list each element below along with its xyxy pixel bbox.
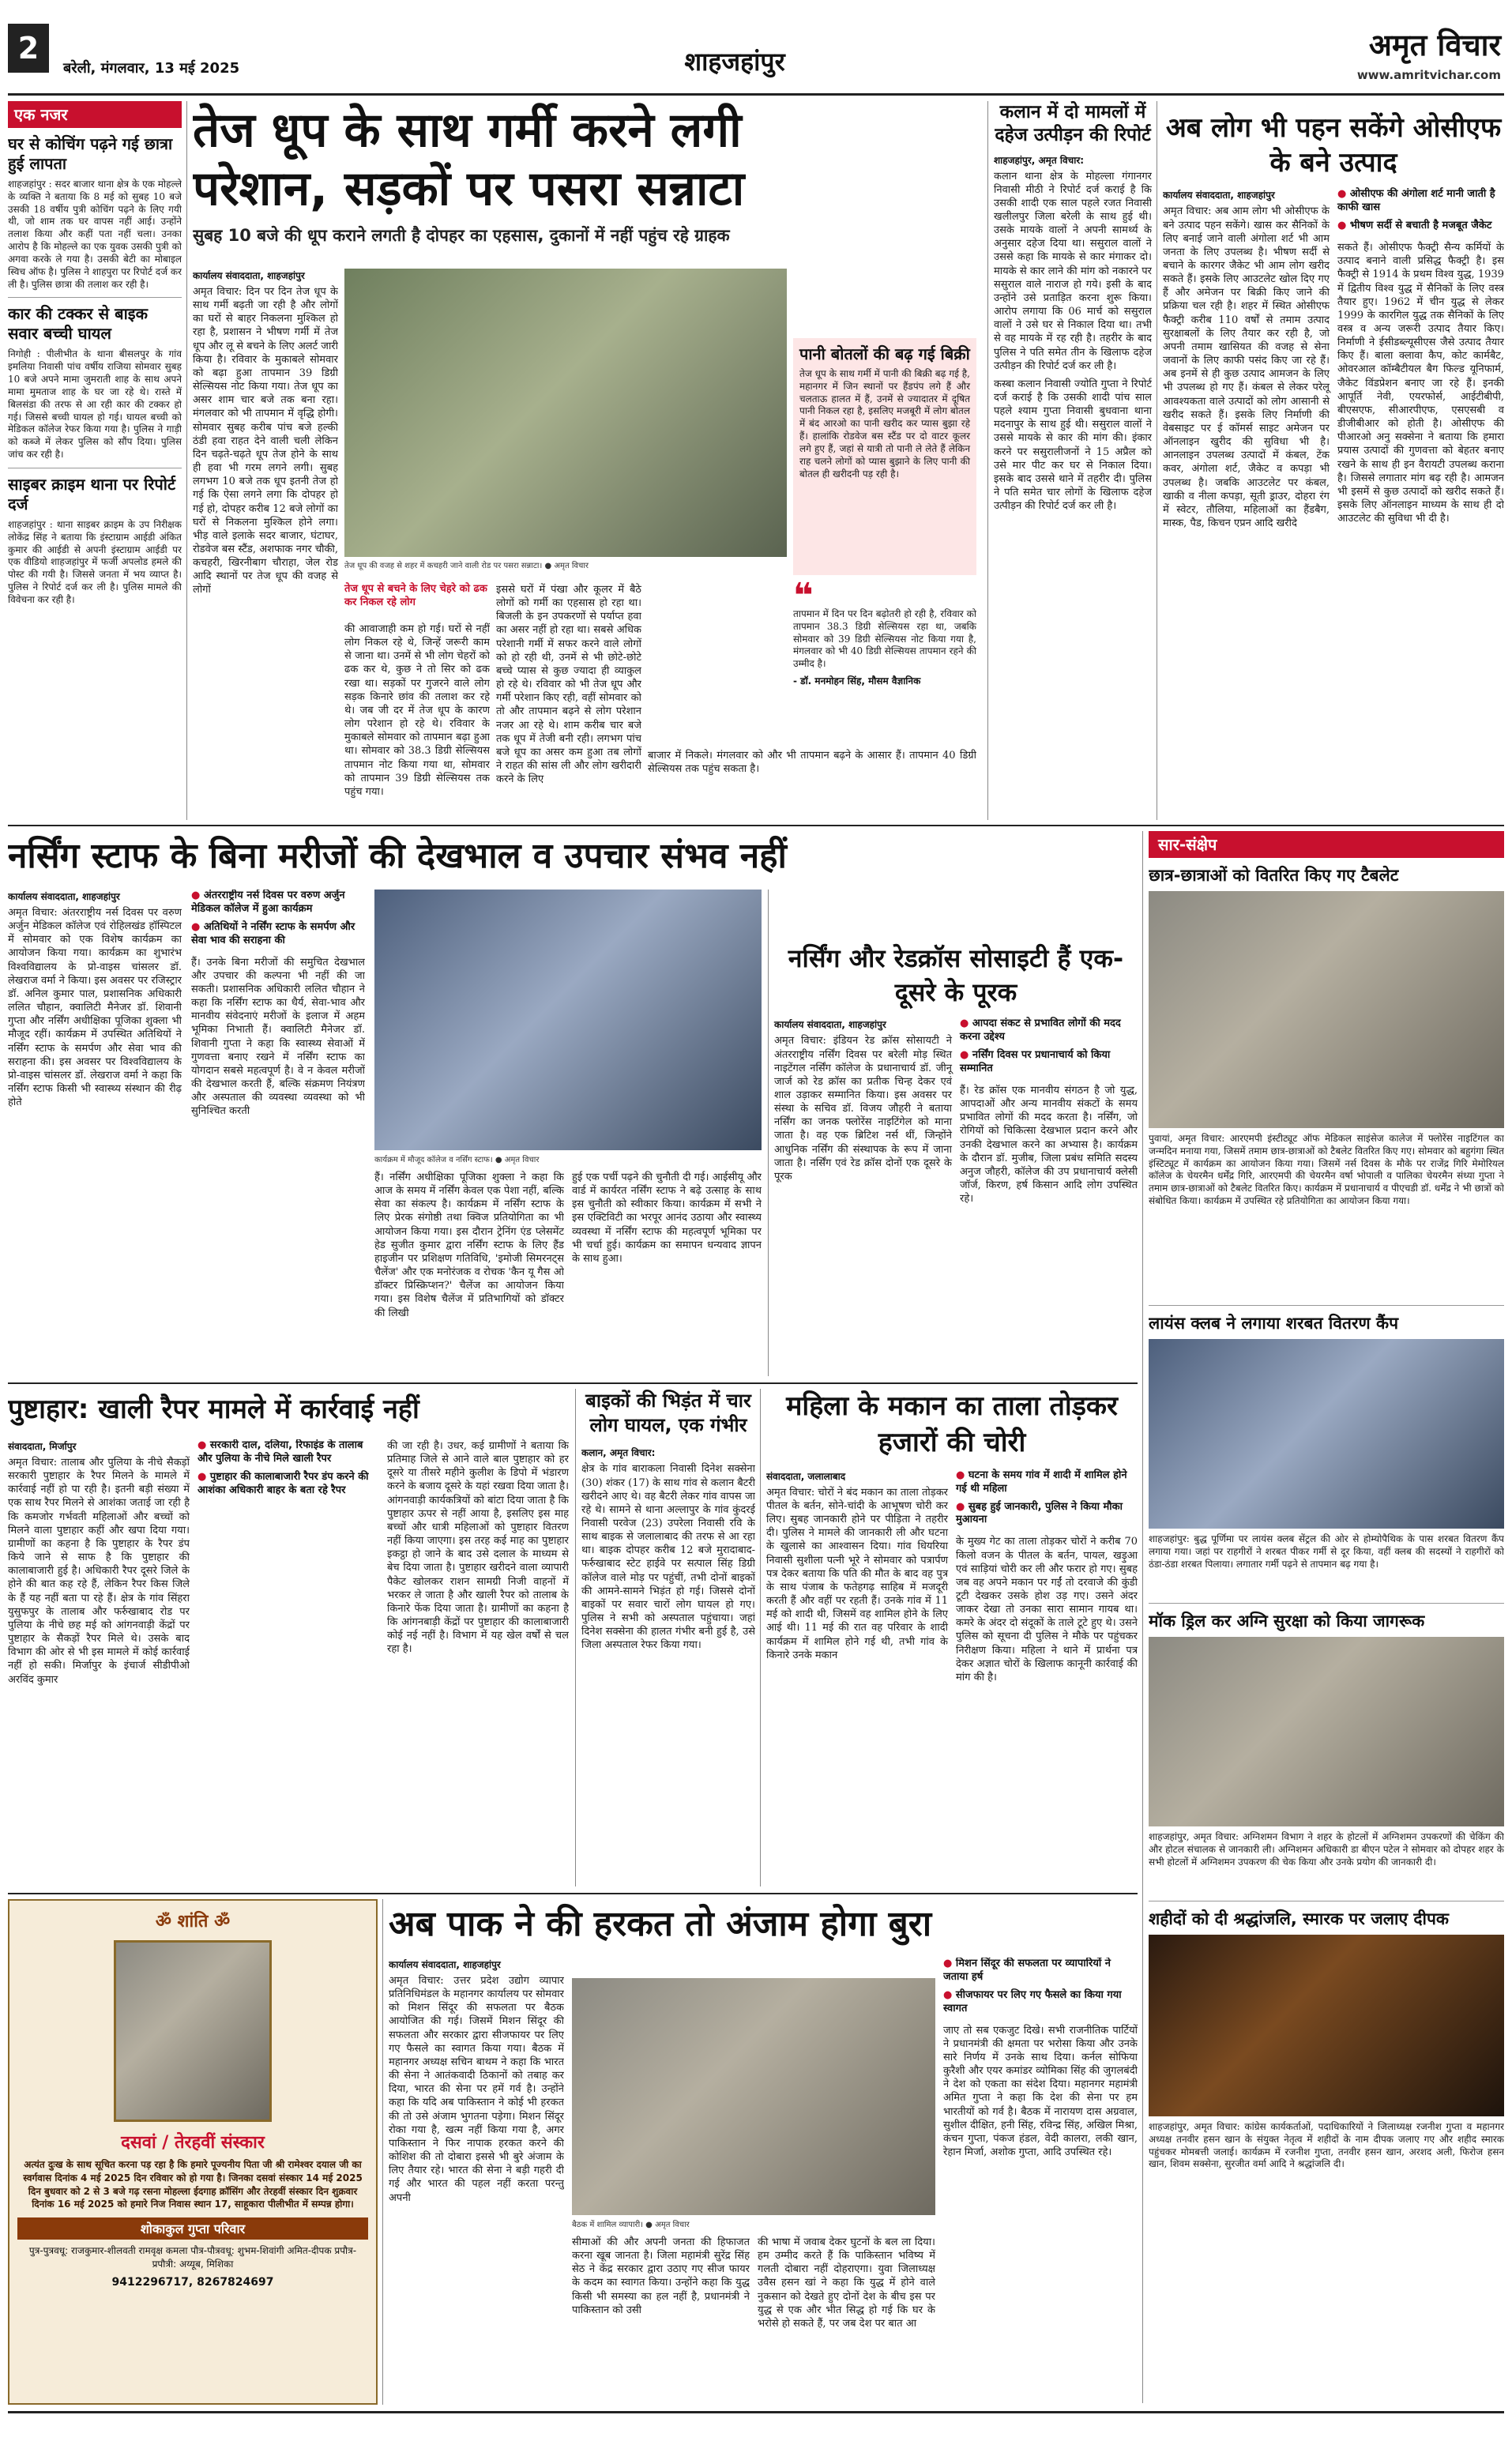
paani-body: तेज धूप के साथ गर्मी में पानी की बिक्री बढ़ गई है, महानगर में जिन स्थानों पर हैंडपंप लगे हैं और चलताऊ हालत में हैं, उनमें से ज्यादातर में दूषित पानी निकल रहा है, इसलिए मजबूरी में लोग बोतल में बंद आरओ का पानी खरीद कर प्यास बुझा रहे हैं। हालांकि रोडवेज बस स्टैंड पर दो वाटर कूलर लगे हुए हैं, जहां से यात्री तो पानी ले लेते हैं लेकिन राह चलने लोगों को प्यास बुझाने के लिए पानी की बोतल ही खरीदनी पड़ रही है। [799, 368, 970, 480]
ordnance-bullet-1 [1337, 188, 1504, 215]
bullet-icon: ● [960, 1017, 972, 1030]
news-headline[interactable]: मॉक ड्रिल कर अग्नि सुरक्षा को किया जागरूक [1149, 1612, 1425, 1631]
sar-sankshep-panel [1149, 831, 1504, 2403]
dahej-body-1: कलान थाना क्षेत्र के मोहल्ला गंगानगर निवासी मीठी ने रिपोर्ट दर्ज कराई है कि उसकी शादी एक साल पहले रजत निवासी खलीलपुर जिला बरेली के साथ हुई थी। उसके मायके वालों ने अपनी सामर्थ्य के अनुसार दहेज दिया था। ससुराल वालों ने उससे कहा कि मायके से कार मंगाकर दो। मायके से कार लाने की मांग को नकारने पर ससुराल वाले नाराज हो गये। इसी के बाद उन्होंने उसे प्रताड़ित करना शुरू किया। आरोप लगाया कि 06 मार्च को ससुराल वालों ने उसे घर से निकाल दिया था। तभी से वह मायके में रह रही है। तहरीर के बाद पुलिस ने पति समेत तीन के खिलाफ दहेज उत्पीड़न की रिपोर्ट दर्ज कर ली है। [994, 170, 1152, 372]
lead-headline-1[interactable]: तेज धूप के साथ गर्मी करने लगी [193, 103, 742, 158]
brand-logo: अमृत विचार [1368, 28, 1501, 62]
news-body: पुवायां, अमृत विचार: आरएमपी इंस्टीट्यूट ऑफ मेडिकल साइंसेज कालेज में फ्लोरेंस नाइटिंगल का जन्मदिन मनाया गया, जिसमें तमाम छात्र-छात्राओं को टैबलेट वितरित किए गए। सोमवार को बहुगंगा स्थित इंस्टिट्यूट में कार्यक्रम का आयोजन किया गया। जिसमें नर्स दिवस के मौके पर राजेंद्र गिरि मेमोरियल कॉलेज के चेयरमैन धर्मेंद्र गिरि, आरएमपी की चेयरमैन वर्षा भोपाली व पालिका चेयरमैन संध्या गुप्ता ने तमाम छात्र-छात्राओं को टैबलेट वितरित किए। कार्यक्रम में प्रधानाचार्य व पीएचडी डॉ. धर्मेंद्र ने भी छात्रों को संबोधित किया। कार्यक्रम में उपस्थित रहे प्रतियोगिता का आयोजन किया गया। [1149, 1133, 1504, 1207]
portrait-photo [114, 1940, 272, 2122]
column-divider [987, 101, 988, 820]
sar-item-4 [1149, 1908, 1504, 2232]
pak-body-4: जाए तो सब एकजुट दिखे। सभी राजनीतिक पार्टियों ने प्रधानमंत्री की क्षमता पर भरोसा किया और उनके सारे निर्णय में उनके साथ दिया। कर्नल सोफिया कुरैशी और एयर कमांडर व्योमिका सिंह की जुगलबंदी ने देश को एकता का संदेश दिया। महानगर महामंत्री अमित गुप्ता ने कहा कि देश की सेना पर हम भारतीयों को गर्व है। बैठक में नारायण दास अग्रवाल, सुशील दीक्षित, हनी सिंह, रविन्द्र सिंह, अखिल मिश्रा, कंचन गुप्ता, पंकज हंडल, वेदी कालरा, लकी खान, रेहान मिर्जा, अशोक गुप्ता, आदि उपस्थित रहे। [943, 2024, 1138, 2158]
ek-nazar-panel [8, 101, 182, 820]
pushtahar-bullet-2 [197, 1471, 379, 1498]
redcross-body-2: हैं। रेड क्रॉस एक मानवीय संगठन है जो युद्ध, आपदाओं और अन्य मानवीय संकटों के समय प्रभावित लोगों की मदद करता है। नर्सिंग, जो रोगियों को चिकित्सा देखभाल प्रदान करने और उनकी देखभाल करने का अभ्यास है। कार्यक्रम के दौरान डॉ. मुजीब, जिला प्रबंध समिति सदस्य अनुज जौहरी, कॉलेज की उप प्रधानाचार्य क्लेसी जॉर्ज, किरण, हर्ष किसान आदि लोग उपस्थित रहे। [960, 1084, 1138, 1206]
pak-body-2: सीमाओं की और अपनी जनता की हिफाजत करना खूब जानता है। जिला महामंत्री सुरेंद्र सिंह सेठ ने केंद्र सरकार द्वारा उठाए गए सीज फायर के कदम का स्वागत किया। उन्होंने कहा कि युद्ध किसी भी समस्या का हल नहीं है, प्रधानमंत्री ने पाकिस्तान को उसी [572, 2236, 750, 2316]
ek-nazar-item-3 [8, 475, 182, 607]
quote-text: तापमान में दिन पर दिन बढ़ोतरी हो रही है, रविवार को तापमान 38.3 डिग्री सेल्सियस रहा था, जबकि सोमवार को 39 डिग्री सेल्सियस नोट किया गया है, मंगलवार को भी 40 डिग्री सेल्सियस तापमान रहने की उम्मीद है। [793, 608, 976, 670]
mahila-bullet-1 [956, 1469, 1138, 1496]
mahila-headline[interactable]: महिला के मकान का ताला तोड़कर हजारों की चोरी [786, 1390, 1118, 1458]
lead-body-col4: बाजार में निकले। मंगलवार को और भी तापमान बढ़ने के आसार हैं। तापमान 40 डिग्री सेल्सियस तक पहुंच सकता है। [648, 750, 976, 776]
ordnance-body-1: अमृत विचार: अब आम लोग भी ओसीएफ के बने उत्पाद पहन सकेंगे। खास कर सैनिकों के लिए बनाई जाने वाली अंगोला शर्ट भी आम जनता के लिए उपलब्ध है। भीषण सर्दी से बचाने के कारगर जैकेट भी आम लोग खरीद सकते हैं। इसके लिए आउटलेट खोल दिए गए हैं और अमेजन पर बिक्री किए जाने की प्रक्रिया चल रही है। शहर में स्थित ओसीएफ फैक्ट्री करीब 110 वर्षों से तमाम उत्पाद सुरक्षाबलों के लिए तैयार कर रही है, जो अपनी तमाम खासियत की वजह से सेना जवानों के लिए काफी पसंद किए जा रहे हैं। अब इनमें से ही कुछ उत्पाद आमजन के लिए भी उपलब्ध हो गए हैं। कंबल से लेकर परेलू आवश्यकता वाले उत्पादों को लोग आसानी से खरीद सकते हैं। इसके लिए निर्माणी की वेबसाइट पर ई कॉमर्स साइट अमेजन पर ऑनलाइन खुरीद की सुविधा भी है। आनलाइन उपलब्ध उत्पादों में कंबल, टेंक कवर, अंगोला शर्ट, जैकेट व कपड़ा भी उपलब्ध है। जबकि आउटलेट पर कंबल, खाकी व नीला कपड़ा, सूती ड्राउर, दोहरा रंग में स्वेटर, तौलिया, महिलाओं का हैंडबैग, मास्क, पैड, किचन एप्रन आदि खरीदे [1163, 205, 1330, 529]
mock-drill-photo [1149, 1637, 1504, 1826]
dateline: बरेली, मंगलवार, 13 मई 2025 [63, 60, 240, 77]
nursing-body-3: हैं। नर्सिंग अधीक्षिका पूजिका शुक्ला ने कहा कि आज के समय में नर्सिंग केवल एक पेशा नहीं, बल्कि सेवा का संकल्प है। कार्यक्रम में नर्सिंग स्टाफ के लिए प्रेरक संगोष्ठी तथा क्विज प्रतियोगिता का भी आयोजन किया गया। इस दौरान ट्रेनिंग एंड प्लेसमेंट हेड सुजीत कुमार द्वारा नर्सिंग स्टाफ के लिए हैंड हाइजीन पर प्रशिक्षण गतिविधि, 'इमोजी सिमरनट्स चैलेंज' और एक मनोरंजक व रोचक 'कैन यू गैस ओ डॉक्टर प्रिस्क्रिप्शन?' चैलेंज का आयोजन किया गया। इस विशेष चैलेंज में प्रतिभागियों को डॉक्टर की लिखी [374, 1172, 564, 1319]
column-divider [186, 101, 187, 820]
byline: शाहजहांपुर, अमृत विचार: [994, 154, 1085, 166]
pushtahar-body-1: अमृत विचार: तालाब और पुलिया के नीचे सैकड़ों सरकारी पुष्टाहार के रैपर मिलने के मामले में कार्रवाई नहीं हो पा रही है। इतनी बड़ी संख्या में एक साथ रैपर मिलने से आशंका जताई जा रही है कि कमजोर गर्भवती महिलाओं और बच्चों को मिलने वाला पुष्टाहार कहीं और खपा दिया गया। ग्रामीणों का कहना है कि पुष्टाहार के रैपर डंप किये जाने से साफ है कि पुष्टाहार की कालाबाजारी हुई है। अधिकारी रैपर दूसरे जिले के होने की बात कह रहे हैं, लेकिन रैपर किस जिले के हैं यह नहीं बता पा रहे हैं। क्षेत्र के गांव सिंहरा युसुफपुर के तालाब और फर्रुखाबाद रोड पर पुलिया के नीचे छह मई को आंगनवाड़ी केंद्रों पर पुष्टाहार के सैकड़ों रैपर मिले थे। उसके बाद विभाग की ओर से भी इस मामले में कोई कार्रवाई नहीं हो सकी। मिर्जापुर के इंचार्ज सीडीपीओ अरविंद कुमार [8, 1457, 190, 1686]
column-divider [1142, 831, 1143, 2403]
bullet-text: ओसीएफ की अंगोला शर्ट मानी जाती है काफी खास [1337, 188, 1495, 214]
pak-bullet-2 [943, 1989, 1138, 2016]
ek-nazar-label: एक नजर [8, 101, 182, 128]
byline: कार्यालय संवाददाता, शाहजहांपुर [8, 891, 120, 902]
column-divider [382, 1899, 383, 2405]
news-body: शाहजहांपुर, अमृत विचार: अग्निशमन विभाग ने शहर के होटलों में अग्निशमन उपकरणों की चेकिंग की और होटल संचालक से जानकारी ली। अग्निशमन अधिकारी डा बीएन पटेल ने सोमवार को दोपहर शहर के सभी होटलों में अग्निशमन उपकरण की चेक किया और उनके प्रयोग की जानकारी दी। [1149, 1831, 1504, 1868]
city-name: शाहजहांपुर [684, 47, 785, 77]
redcross-bullet-1 [960, 1017, 1138, 1044]
pushtahar-story [8, 1389, 569, 1886]
bullet-icon: ● [943, 1988, 956, 2001]
lead-subhead: सुबह 10 बजे की धूप कराने लगती है दोपहर का एहसास, दुकानों में नहीं पहुंच रहे ग्राहक [193, 226, 730, 245]
dahej-body-2: कस्बा कलान निवासी ज्योति गुप्ता ने रिपोर्ट दर्ज कराई है कि उसकी शादी पांच साल पहले श्याम गुप्ता निवासी बुधवाना थाना मदनापुर के साथ हुई थी। ससुराल वालों ने उससे मायके से कार की मांग की। इंकार करने पर ससुरालीजनों ने 15 अप्रैल को उसे मार पीट कर घर से निकाल दिया। इसके बाद उससे थाने में तहरीर दी। पुलिस ने पति समेत चार लोगों के खिलाफ दहेज उत्पीड़न की रिपोर्ट दर्ज कर ली है। [994, 378, 1152, 513]
bullet-text: भीषण सर्दी से बचाती है मजबूत जैकेट [1349, 220, 1492, 232]
lead-highlight: तेज धूप से बचने के लिए चेहरे को ढक कर निकल रहे लोग [344, 583, 487, 608]
bullet-text: सीजफायर पर लिए गए फैसले का किया गया स्वागत [943, 1988, 1122, 2014]
news-headline[interactable]: कार की टक्कर से बाइक सवार बच्ची घायल [8, 304, 148, 344]
redcross-headline[interactable]: नर्सिंग और रेडक्रॉस सोसाइटी हैं एक-दूसरे के पूरक [788, 943, 1124, 1008]
nursing-photo [374, 890, 762, 1150]
bullet-text: सरकारी दाल, दलिया, रिफाइंड के तालाब और पुलिया के नीचे मिले खाली रैपर [197, 1439, 363, 1465]
sar-sankshep-label: सार-संक्षेप [1149, 831, 1504, 858]
ek-nazar-item-1 [8, 134, 182, 291]
pak-photo-caption: बैठक में शामिल व्यापारी। ● अमृत विचार [572, 2221, 690, 2229]
footer-rule [8, 2411, 1504, 2413]
news-body: शाहजहांपुर, अमृत विचार: कांग्रेस कार्यकर्ताओं, पदाधिकारियों ने जिलाध्यक्ष रजनीश गुप्ता व महानगर अध्यक्ष तनवीर हसन खान के संयुक्त नेतृत्व में शहीदों के नाम दीपक जलाए गए और शहीद स्मारक पहुंचकर मोमबत्ती जलाई। कार्यक्रम में रजनीश गुप्ता, तनवीर हसन खान, अरशद अली, फिरोज हसन खान, शिवम सक्सेना, सुरजीत वर्मा आदि ने श्रद्धांजलि दी। [1149, 2121, 1504, 2170]
mahila-body-2: के मुख्य गेट का ताला तोड़कर चोरों ने करीब 70 किलो वजन के पीतल के बर्तन, पायल, खड़ुआ एवं साड़ियां चोरी कर ली और फरार हो गए। सुबह जब वह अपने मकान पर गईं तो दरवाजे की कुंडी टूटी देखकर उसके होश उड़ गए। उसने अंदर जाकर देखा तो उनका सारा सामान गायब था। कमरे के अंदर दो संदूकों के ताले टूटे हुए थे। उसने पुलिस को सूचना दी पुलिस ने मौके पर पहुंचकर निरीक्षण किया। महिला ने थाने में प्रार्थना पत्र देकर अज्ञात चोरों के खिलाफ कानूनी कार्रवाई की मांग की है। [956, 1536, 1138, 1683]
byline: कलान, अमृत विचार: [581, 1447, 656, 1459]
ordnance-body-2: सकते हैं। ओसीएफ फैक्ट्री सैन्य कर्मियों के उत्पाद बनाने वाली प्रसिद्ध फैक्ट्री है। इस फैक्ट्री से 1914 के प्रथम विश्व युद्ध, 1939 में द्वितीय विश्व युद्ध में सैनिकों के लिए वस्त्र तैयार हुए। 1962 में चीन युद्ध से लेकर 1999 के कारगिल युद्ध तक सैनिकों के लिए वस्त्र व अन्य जरूरी उत्पाद तैयार किए। निर्माणी ने ईसीडब्ल्यूसीएस जैसे उत्पाद तैयार किए हैं। बाला क्लावा कैप, कोट कार्मबैट, ओवरआल कॉम्बैटीयल बैग फिल्ड यूनिफार्म, जैकेट विंडप्रेशन बनाए जा रहे हैं। इनकी आपूर्ति नेवी, एयरफोर्स, आईटीबीपी, बीएसएफ, सीआरपीएफ, एसएसबी व डीजीबीआर को होती है। ओसीएफ की पीआरओ अनु सक्सेना ने बताया कि हमारा प्रयास उत्पादों की गुणवत्ता को बेहतर बनाए रखने के साथ ही इन वैरायटी उपलब्ध कराना है। जिससे लगातार मांग बढ़ रही है। आमजन भी इसमें से कुछ उत्पादों को खरीद सकते हैं। इसके लिए ऑनलाइन माध्यम के साथ ही दो आउटलेट की सुविधा भी दी है। [1337, 242, 1504, 525]
byline: कार्यालय संवाददाता, शाहजहांपुर [1163, 190, 1275, 201]
bullet-text: पुष्टाहार की कालाबाजारी रैपर डंप करने की आशंका अधिकारी बाहर के बता रहे रैपर [197, 1470, 369, 1496]
news-body: शाहजहांपुर : थाना साइबर क्राइम के उप निरीक्षक लोकेंद्र सिंह ने बताया कि इंस्टाग्राम आईडी अंकित कुमार की आईडी से अपनी इंस्टाग्राम आईडी पर एक वीडियो शाहजहांपुर में फर्जी अपलोड हमले की पोस्ट की गयी है। जिससे जनता में भय व्याप्त है। पुलिस ने रिपोर्ट दर्ज कर ली है। पुलिस मामले की विवेचना कर रही है। [8, 518, 182, 605]
lead-photo [344, 269, 787, 557]
phone-numbers: 9412296717, 8267824697 [111, 2275, 274, 2289]
masthead-rule [8, 93, 1504, 96]
lead-body-col3: इससे घरों में पंखा और कूलर में बैठे लोगों को गर्मी का एहसास हो रहा था। बिजली के इन उपकरणों से पर्याप्त हवा का असर नहीं हो रहा था। सबसे अधिक परेशानी गर्मी में सफर करने वाले लोगों को हो रही थी, उनमें से भी छोटे-छोटे बच्चे प्यास से कुछ ज्यादा ही व्याकुल हो रहे थे। रविवार को भी तेज धूप और गर्मी परेशान किए रही, वहीं सोमवार को तो और तापमान बढ़ने से लोग परेशान नजर आ रहे थे। शाम करीब चार बजे तक धूप में तेजी बनी रही। लगभग पांच बजे धूप का असर कम हुआ तब लोगों ने राहत की सांस ली और लोग खरीदारी करने के लिए [496, 584, 641, 786]
pak-headline[interactable]: अब पाक ने की हरकत तो अंजाम होगा बुरा [389, 1904, 932, 1944]
pak-bullet-1 [943, 1958, 1138, 1984]
ek-nazar-item-2 [8, 304, 182, 461]
column-divider [575, 1389, 576, 1886]
bullet-text: मिशन सिंदूर की सफलता पर व्यापारियों ने जताया हर्ष [943, 1958, 1111, 1983]
nursing-bullet-1 [191, 890, 365, 916]
family-list: पुत्र-पुत्रवधू: राजकुमार-शीलवती रामवृक्ष कमला पौत्र-पौत्रवधू: शुभम-शिवांगी अमित-दीपक प्रपौत्र-प्रपौत्री: अय्यूब, मिशिका [28, 2245, 357, 2270]
bullet-text: सुबह हुई जानकारी, पुलिस ने किया मौका मुआयना [956, 1500, 1123, 1526]
pushtahar-body-2: की जा रही है। उधर, कई ग्रामीणों ने बताया कि प्रतिमाह जिले से आने वाले बाल पुष्टाहार को हर दूसरे या तीसरे महीने कुलीश के डिपो में भंडारण करने के बजाय दूसरे के यहां रखवा दिया जाता है। आंगनवाड़ी कार्यकत्रियों को बांटा दिया जाता है कि पुष्टाहार ऊपर से नहीं आया है, इसलिए इस माह बच्चों और धात्री महिलाओं को पुष्टाहार वितरण नहीं किया जाएगा। इस तरह कई माह का पुष्टाहार इकट्ठा हो जाने के बाद उसे दलाल के माध्यम से बेच दिया जाता है। पुष्टाहार खरीदने वाला व्यापारी पैकेट खोलकर राशन सामग्री निजी वाहनों में भरकर ले जाता है और खाली रैपर को तालाब के किनारे फेंक दिया जाता है। ग्रामीणों का कहना है कि आंगनबाड़ी केंद्रों पर पुष्टाहार की कालाबाजारी कोई नई नहीं है। विभाग में यह खेल वर्षों से चल रहा है। [387, 1440, 569, 1656]
page-number: 2 [8, 24, 49, 73]
bullet-text: घटना के समय गांव में शादी में शामिल होने गई थी महिला [956, 1469, 1127, 1495]
bullet-text: नर्सिंग दिवस पर प्रधानाचार्य को किया सम्मानित [960, 1049, 1111, 1075]
mahila-body-1: अमृत विचार: चोरों ने बंद मकान का ताला तोड़कर पीतल के बर्तन, सोने-चांदी के आभूषण चोरी कर लिए। सुबह जानकारी होने पर पीड़िता ने तहरीर दी। पुलिस ने मामले की जानकारी ली और घटना के खुलासे का आश्वासन दिया। गांव धियरिया निवासी सुशीला पत्नी भूरे ने सोमवार को पत्रार्पण पत्र देकर बताया कि पति की मौत के बाद वह पुत्र के साथ पंजाब के फतेहगढ़ साहिब में मजदूरी करती हैं और वहीं पर रहती हैं। उनके गांव में 11 मई को शादी थी, जिसमें वह शामिल होने के लिए आई थी। 11 मई की रात वह परिवार के शादी कार्यक्रम में शामिल होने गई थी, तभी गांव के किनारे उनके मकान [766, 1486, 948, 1661]
om-shanti: ॐ शांति ॐ [155, 1912, 231, 1932]
dahej-story [994, 101, 1152, 820]
mahila-story [766, 1389, 1138, 1886]
news-headline[interactable]: साइबर क्राइम थाना पर रिपोर्ट दर्ज [8, 474, 176, 513]
sar-item-3 [1149, 1610, 1504, 1894]
byline: संवाददाता, मिर्जापुर [8, 1441, 77, 1452]
bullet-icon: ● [197, 1470, 210, 1483]
byline: कार्यालय संवाददाता, शाहजहांपुर [389, 1959, 501, 1970]
redcross-story [774, 942, 1138, 1376]
redcross-body-1: अमृत विचार: इंडियन रेड क्रॉस सोसायटी ने अंतरराष्ट्रीय नर्सिंग दिवस पर बरेली मोड़ स्थित नाइटेंगल नर्सिंग कॉलेज के प्रधानाचार्य डॉ. जीनू जार्ज को रेड क्रॉस का प्रतीक चिन्ह देकर एवं शाल उड़ाकर सम्मानित किया। इस अवसर पर संस्था के सचिव डॉ. विजय जौहरी ने बताया नर्सिंग का जनक फ्लोरेंस नाइटिंगेल को माना जाता है। वह एक ब्रिटिश नर्स थीं, जिन्होंने आधुनिक नर्सिंग की संस्थापक के रूप में जाना जाता है। नर्सिंग एवं रेड क्रॉस दोनों एक दूसरे के पूरक [774, 1035, 952, 1183]
column-divider [760, 1389, 761, 1886]
sar-item-1 [1149, 864, 1504, 1299]
pushtahar-headline[interactable]: पुष्टाहार: खाली रैपर मामले में कार्रवाई नहीं [8, 1394, 419, 1425]
lead-body-col2: की आवाजाही कम हो गई। घरों से नहीं लोग निकल रहे थे, जिन्हें जरूरी काम से जाना था। उनमें से भी लोग चेहरों को ढक कर थे, कुछ ने तो सिर को ढक रखा था। सड़कों पर गुजरने वाले लोग सड़क किनारे छांव की तलाश कर रहे थे। जब जी दर में तेज धूप के कारण लोग परेशान हो रहे थे। रविवार के मुकाबले सोमवार को तापमान बढ़ा हुआ था। सोमवार को 38.3 डिग्री सेल्सियस तापमान नोट किया गया था, सोमवार को तापमान 39 डिग्री सेल्सियस तक पहुंच गया। [344, 623, 490, 798]
section-rule [8, 1382, 1138, 1384]
section-rule [8, 825, 1504, 826]
column-divider [768, 890, 769, 1376]
news-headline[interactable]: शहीदों को दी श्रद्धांजलि, स्मारक पर जलाए दीपक [1149, 1909, 1450, 1928]
pak-body-1: अमृत विचार: उत्तर प्रदेश उद्योग व्यापार प्रतिनिधिमंडल के महानगर कार्यालय पर सोमवार को मिशन सिंदूर की सफलता पर बैठक आयोजित की गई। जिसमें मिशन सिंदूर की सफलता और सरकार द्वारा सीजफायर पर लिए गए फैसले का स्वागत किया गया। बैठक में महानगर अध्यक्ष सचिन बाथम ने कहा कि भारत की सेना ने आतंकवादी ठिकानों को तबाह कर दिया, भारत की सेना पर हमें गर्व है। उन्होंने कहा कि यदि अब पाकिस्तान ने कोई भी हरकत की तो उसे अंजाम भुगतना पड़ेगा। मिशन सिंदूर रोका गया है, खत्म नहीं किया गया है, अगर पाकिस्तान ने फिर नापाक हरकत करने की कोशिश की तो दोबारा इससे भी बुरे अंजाम के लिए तैयार रहे। भारत की सेना ने बड़ी गहरी दी गई और भारत की पहल नहीं करता परन्तु अपनी [389, 1975, 564, 2204]
bullet-icon: ● [956, 1469, 969, 1481]
baikon-story [581, 1389, 755, 1886]
nursing-body-1: अमृत विचार: अंतरराष्ट्रीय नर्स दिवस पर वरुण अर्जुन मेडिकल कॉलेज एवं रोहिलखंड हॉस्पिटल में सोमवार को एक विशेष कार्यक्रम का आयोजन किया गया। कार्यक्रम का शुभारंभ विश्वविद्यालय के प्रो-वाइस चांसलर डॉ. लेखराज वर्मा ने किया। इस अवसर पर रजिस्ट्रार डॉ. अनिल कुमार पाल, प्रशासनिक अधिकारी ललित चौहान, क्वालिटी मैनेजर डॉ. शिवानी गुप्ता और नर्सिंग अधीक्षिका पूजिका शुक्ला भी मौजूद रहीं। कार्यक्रम में उपस्थित अतिथियों ने नर्सिंग स्टाफ के समर्पण और सेवा भाव की सराहना की। इस अवसर पर विश्वविद्यालय के प्रो-वाइस चांसलर डॉ. लेखराज वर्मा ने कहा कि नर्सिंग स्टाफ किसी भी स्वास्थ्य संस्थान की रीढ़ होते [8, 907, 182, 1109]
website[interactable]: www.amritvichar.com [1356, 68, 1501, 82]
ad-text: अत्यंत दुःख के साथ सूचित करना पड़ रहा है कि हमारे पूज्यनीय पिता जी श्री रामेश्वर दयाल जी का स्वर्गवास दिनांक 4 मई 2025 दिन रविवार को हो गया है। जिनका दसवां संस्कार 14 मई 2025 दिन बुधवार को 2 से 3 बजे गढ़ रसना मोहल्ला ईदगाह क्रॉसिंग और तेरहवीं संस्कार दिन शुक्रवार दिनांक 16 मई 2025 को हमारे निज निवास स्थान 17, साहूकारा पीलीभीत में सम्पन्न होगा। [23, 2159, 363, 2210]
nursing-body-4: हुई एक पर्ची पढ़ने की चुनौती दी गई। आईसीयू और वार्ड में कार्यरत नर्सिंग स्टाफ ने बढ़े उत्साह के साथ इस चुनौती को स्वीकार किया। कार्यक्रम में सभी ने इस एक्टिविटी का भरपूर आनंद उठाया और स्वास्थ्य व्यवस्था में नर्सिंग स्टाफ की महत्वपूर्ण भूमिका पर भी चर्चा हुई। कार्यक्रम का समापन धन्यवाद ज्ञापन के साथ हुआ। [572, 1172, 762, 1265]
family-label: शोकाकुल गुप्ता परिवार [17, 2217, 368, 2240]
paani-title[interactable]: पानी बोतलों की बढ़ गई बिक्री [799, 344, 970, 363]
nursing-bullet-2 [191, 921, 365, 948]
byline: कार्यालय संवाददाता, शाहजहांपुर [774, 1019, 886, 1031]
bullet-icon: ● [191, 890, 204, 901]
pushtahar-bullet-1 [197, 1439, 379, 1466]
candles-photo [1149, 1935, 1504, 2116]
bullet-icon: ● [1337, 188, 1350, 201]
ad-title: दसवां / तेरहवीं संस्कार [121, 2133, 265, 2153]
news-body: निगोही : पीलीभीत के थाना बीसलपुर के गांव इमलिया निवासी पांच वर्षीय राजिया सोमवार सुबह 10 बजे अपने मामा जुमराती शाह के साथ अपने मामा मुमताज शाह के घर जा रहे थे। रास्ते में बिलसंडा की तरफ से आ रही कार की टक्कर हो गई। जिससे बच्ची घायल हो गई। घायल बच्ची को मेडिकल कॉलेज रेफर किया गया है। पुलिस ने गाड़ी को कब्जे में लेकर पुलिस को सौंप दिया। पुलिस जांच कर रही है। [8, 348, 182, 461]
ordnance-bullet-2 [1337, 220, 1504, 233]
section-rule [8, 1893, 1138, 1894]
lions-club-photo [1149, 1339, 1504, 1529]
bullet-icon: ● [1337, 220, 1350, 232]
bullet-icon: ● [960, 1049, 972, 1062]
nursing-body-2: हैं। उनके बिना मरीजों की समुचित देखभाल और उपचार की कल्पना भी नहीं की जा सकती। प्रशासनिक अधिकारी ललित चौहान ने कहा कि नर्सिंग स्टाफ का धैर्य, सेवा-भाव और मानवीय संवेदनाएं मरीजों के इलाज में अहम भूमिका निभाती हैं। क्वालिटी मैनेजर डॉ. शिवानी गुप्ता ने कहा कि स्वास्थ्य सेवाओं में गुणवत्ता बनाए रखने में नर्सिंग स्टाफ का योगदान सबसे महत्वपूर्ण है। वे न केवल मरीजों की देखभाल करती हैं, बल्कि संक्रमण नियंत्रण और अस्पताल की व्यवस्था व्यवस्था को भी सुनिश्चित करती [191, 956, 365, 1118]
bullet-text: आपदा संकट से प्रभावित लोगों की मदद करना उद्देश्य [960, 1017, 1121, 1044]
nursing-photo-caption: कार्यक्रम में मौजूद कॉलेज व नर्सिंग स्टाफ। ● अमृत विचार [374, 1156, 540, 1164]
news-body: शाहजहांपुर: बुद्ध पूर्णिमा पर लायंस क्लब सेंट्रल की ओर से होम्योपैथिक के पास शरबत वितरण कैंप लगाया गया। जहां पर राहगीरों ने शरबत पीकर गर्मी से दूर किया, वहीं क्लब की सदस्यों ने राहगीरों को ठंडा-ठंडा शरबत पिलाया। लगातार गर्मी पढ़ने से तापमान बढ़ गया है। [1149, 1533, 1504, 1570]
byline: संवाददाता, जलालाबाद [766, 1470, 846, 1482]
pak-photo [572, 1978, 935, 2215]
quote-icon: ❝ [793, 576, 814, 616]
ordnance-story [1163, 111, 1504, 820]
nursing-headline[interactable]: नर्सिंग स्टाफ के बिना मरीजों की देखभाल व उपचार संभव नहीं [8, 836, 787, 876]
lead-photo-caption: तेज धूप की वजह से शहर में कचहरी जाने वाली रोड पर पसरा सन्नाटा। ● अमृत विचार [344, 562, 589, 570]
bullet-text: अतिथियों ने नर्सिंग स्टाफ के समर्पण और सेवा भाव की सराहना की [191, 920, 355, 946]
news-headline[interactable]: घर से कोचिंग पढ़ने गई छात्रा हुई लापता [8, 134, 173, 173]
bullet-text: अंतरराष्ट्रीय नर्स दिवस पर वरुण अर्जुन मेडिकल कॉलेज में हुआ कार्यक्रम [191, 890, 345, 915]
lead-body-col1: अमृत विचार: दिन पर दिन तेज धूप के साथ गर्मी बढ़ती जा रही है और लोगों का घरों से बाहर निकलना मुश्किल हो रहा है, प्रशासन ने भीषण गर्मी में तेज धूप और लू से बचने के लिए अलर्ट जारी किया है। रविवार के मुकाबले सोमवार को बढ़ा हुआ तापमान 39 डिग्री सेल्सियस नोट किया गया। तेज धूप का असर शाम चार बजे तक बना रहा। मंगलवार को भी तापमान में वृद्धि होगी। सोमवार सुबह करीब पांच बजे हल्की ठंडी हवा राहत देने वाली चली लेकिन दिन चढ़ते-चढ़ते धूप तेज होने के साथ ही हवा भी गरम लगने लगी। सुबह लगभग 10 बजे तक धूप इतनी तेज हो गई कि ऐसा लगने लगा कि दोपहर हो गई हो, दोपहर करीब 12 बजे लोगों का घरों से निकलना मुश्किल होने लगा। भीड़ वाले इलाके सदर बाजार, घंटाघर, रोडवेज बस स्टैंड, अशफाक नगर चौकी, कचहरी, खिरनीबाग चौराहा, जेल रोड आदि स्थानों पर तेज धूप की वजह से लोगों [193, 286, 338, 596]
bullet-icon: ● [956, 1500, 969, 1513]
lead-story [193, 101, 983, 820]
redcross-bullet-2 [960, 1049, 1138, 1076]
pak-body-3: की भाषा में जवाब देकर घुटनों के बल ला दिया। हम उम्मीद करते हैं कि पाकिस्तान भविष्य में गलती दोबारा नहीं दोहराएगा। युवा जिलाध्यक्ष उवैस हसन खां ने कहा कि युद्ध में होने वाले नुकसान को देखते हुए दोनों देश के बीच इस पर युद्ध से एक और भीत सिद्ध हो गई कि घर के भरोसे हो सकते हैं, पर जब देश पर बात आ [758, 2236, 935, 2330]
baikon-body: क्षेत्र के गांव बाराकला निवासी दिनेश सक्सेना (30) शंकर (17) के साथ गांव से कलान बैटरी खरीदने आए थे। वह बैटरी लेकर गांव वापस जा रहे थे। सामने से थाना अल्लापुर के गांव कुंदरई निवासी परवेज (23) उपरेला निवासी रवि के साथ बाइक से जलालाबाद की तरफ से आ रहा था। बाइक दोपहर करीब 12 बजे मुरादाबाद-फर्रुखाबाद स्टेट हाईवे पर सत्पाल सिंह डिग्री कॉलेज वाले मोड़ पर पहुंचीं, तभी दोनों बाइकों की आमने-सामने भिड़ंत हो गई। जिससे दोनों बाइकों पर सवार चारों लोग घायल हो गए। पुलिस ने सभी को अस्पताल पहुंचाया। जहां दिनेश सक्सेना की हालत गंभीर बनी हुई है, उसे जिला अस्पताल रेफर किया गया। [581, 1463, 755, 1652]
news-headline[interactable]: लायंस क्लब ने लगाया शरबत वितरण कैंप [1149, 1314, 1399, 1333]
lead-headline-2[interactable]: परेशान, सड़कों पर पसरा सन्नाटा [193, 161, 745, 216]
condolence-ad [8, 1899, 378, 2405]
news-body: शाहजहांपुर : सदर बाजार थाना क्षेत्र के एक मोहल्ले के व्यक्ति ने बताया कि 8 मई को सुबह 10 बजे उसकी 18 वर्षीय पुत्री कोचिंग पढ़ने के लिए गयी थी, जो शाम तक घर वापस नहीं आई। उन्होंने तलाश किया और कहीं पता नहीं चला। उनका आरोप है कि मोहल्ले का एक युवक उसकी पुत्री को अगवा करके ले गया है। उसकी बेटी का मोबाइल स्विच ऑफ है। पुलिस ने शाहपुरा पर रिपोर्ट दर्ज कर ली है। पुलिस छात्रा की तलाश कर रही है। [8, 179, 182, 290]
expert-quote [793, 576, 976, 711]
byline: कार्यालय संवाददाता, शाहजहांपुर [193, 270, 305, 281]
bullet-icon: ● [191, 920, 204, 933]
paani-box [793, 338, 976, 575]
bullet-icon: ● [197, 1439, 210, 1451]
nursing-story [8, 831, 1138, 1376]
dahej-headline[interactable]: कलान में दो मामलों में दहेज उत्पीड़न की रिपोर्ट [995, 102, 1151, 145]
news-headline[interactable]: छात्र-छात्राओं को वितरित किए गए टैबलेट [1149, 866, 1399, 885]
masthead [0, 0, 1512, 93]
ordnance-headline[interactable]: अब लोग भी पहन सकेंगे ओसीएफ के बने उत्पाद [1165, 112, 1502, 179]
bullet-icon: ● [943, 1958, 956, 1969]
pak-story [389, 1899, 1138, 2405]
tablet-photo [1149, 891, 1504, 1128]
quote-author: - डॉ. मनमोहन सिंह, मौसम वैज्ञानिक [793, 675, 921, 687]
mahila-bullet-2 [956, 1501, 1138, 1528]
baikon-headline[interactable]: बाइकों की भिड़ंत में चार लोग घायल, एक गंभीर [585, 1390, 751, 1437]
sar-item-2 [1149, 1312, 1504, 1597]
